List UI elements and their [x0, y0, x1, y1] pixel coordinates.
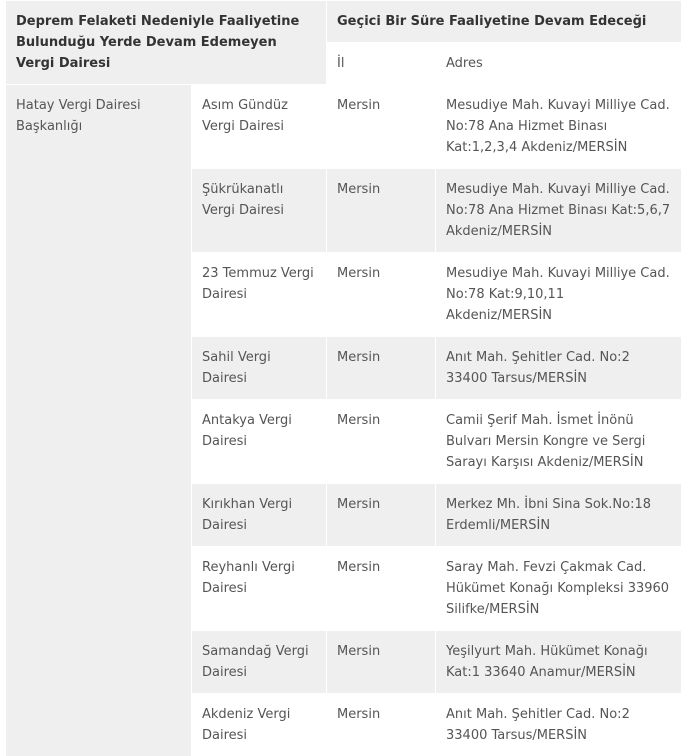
column-header-il: İl: [327, 43, 435, 84]
il-cell: Mersin: [327, 484, 435, 546]
address-cell: Mesudiye Mah. Kuvayi Milliye Cad. No:78 Ana Hizmet Binası Kat:1,2,3,4 Akdeniz/MERSİN: [436, 85, 681, 168]
tax-office-table: [5, 0, 682, 756]
office-cell: Reyhanlı Vergi Dairesi: [192, 547, 326, 630]
address-cell: Yeşilyurt Mah. Hükümet Konağı Kat:1 33640 Anamur/MERSİN: [436, 631, 681, 693]
office-cell: Samandağ Vergi Dairesi: [192, 631, 326, 693]
il-cell: Mersin: [327, 253, 435, 336]
office-cell: Akdeniz Vergi Dairesi: [192, 694, 326, 756]
il-cell: Mersin: [327, 85, 435, 168]
il-cell: Mersin: [327, 547, 435, 630]
header-right-title: Geçici Bir Süre Faaliyetine Devam Edeceği: [327, 1, 681, 42]
office-cell: 23 Temmuz Vergi Dairesi: [192, 253, 326, 336]
group-cell: Hatay Vergi Dairesi Başkanlığı: [6, 85, 191, 756]
address-cell: Anıt Mah. Şehitler Cad. No:2 33400 Tarsus/MERSİN: [436, 337, 681, 399]
il-cell: Mersin: [327, 169, 435, 252]
address-cell: Camii Şerif Mah. İsmet İnönü Bulvarı Mersin Kongre ve Sergi Sarayı Karşısı Akdeniz/MERSİN: [436, 400, 681, 483]
il-cell: Mersin: [327, 337, 435, 399]
address-cell: Anıt Mah. Şehitler Cad. No:2 33400 Tarsus/MERSİN: [436, 694, 681, 756]
il-cell: Mersin: [327, 631, 435, 693]
address-cell: Saray Mah. Fevzi Çakmak Cad. Hükümet Konağı Kompleksi 33960 Silifke/MERSİN: [436, 547, 681, 630]
office-cell: Şükrükanatlı Vergi Dairesi: [192, 169, 326, 252]
header-left-title: Deprem Felaketi Nedeniyle Faaliyetine Bulunduğu Yerde Devam Edemeyen Vergi Dairesi: [6, 1, 326, 84]
office-cell: Sahil Vergi Dairesi: [192, 337, 326, 399]
header-row: [6, 1, 681, 42]
il-cell: Mersin: [327, 694, 435, 756]
table-row: [6, 85, 681, 168]
address-cell: Merkez Mh. İbni Sina Sok.No:18 Erdemli/MERSİN: [436, 484, 681, 546]
column-header-adres: Adres: [436, 43, 681, 84]
office-cell: Asım Gündüz Vergi Dairesi: [192, 85, 326, 168]
office-cell: Kırıkhan Vergi Dairesi: [192, 484, 326, 546]
address-cell: Mesudiye Mah. Kuvayi Milliye Cad. No:78 Ana Hizmet Binası Kat:5,6,7 Akdeniz/MERSİN: [436, 169, 681, 252]
address-cell: Mesudiye Mah. Kuvayi Milliye Cad. No:78 Kat:9,10,11 Akdeniz/MERSİN: [436, 253, 681, 336]
il-cell: Mersin: [327, 400, 435, 483]
office-cell: Antakya Vergi Dairesi: [192, 400, 326, 483]
